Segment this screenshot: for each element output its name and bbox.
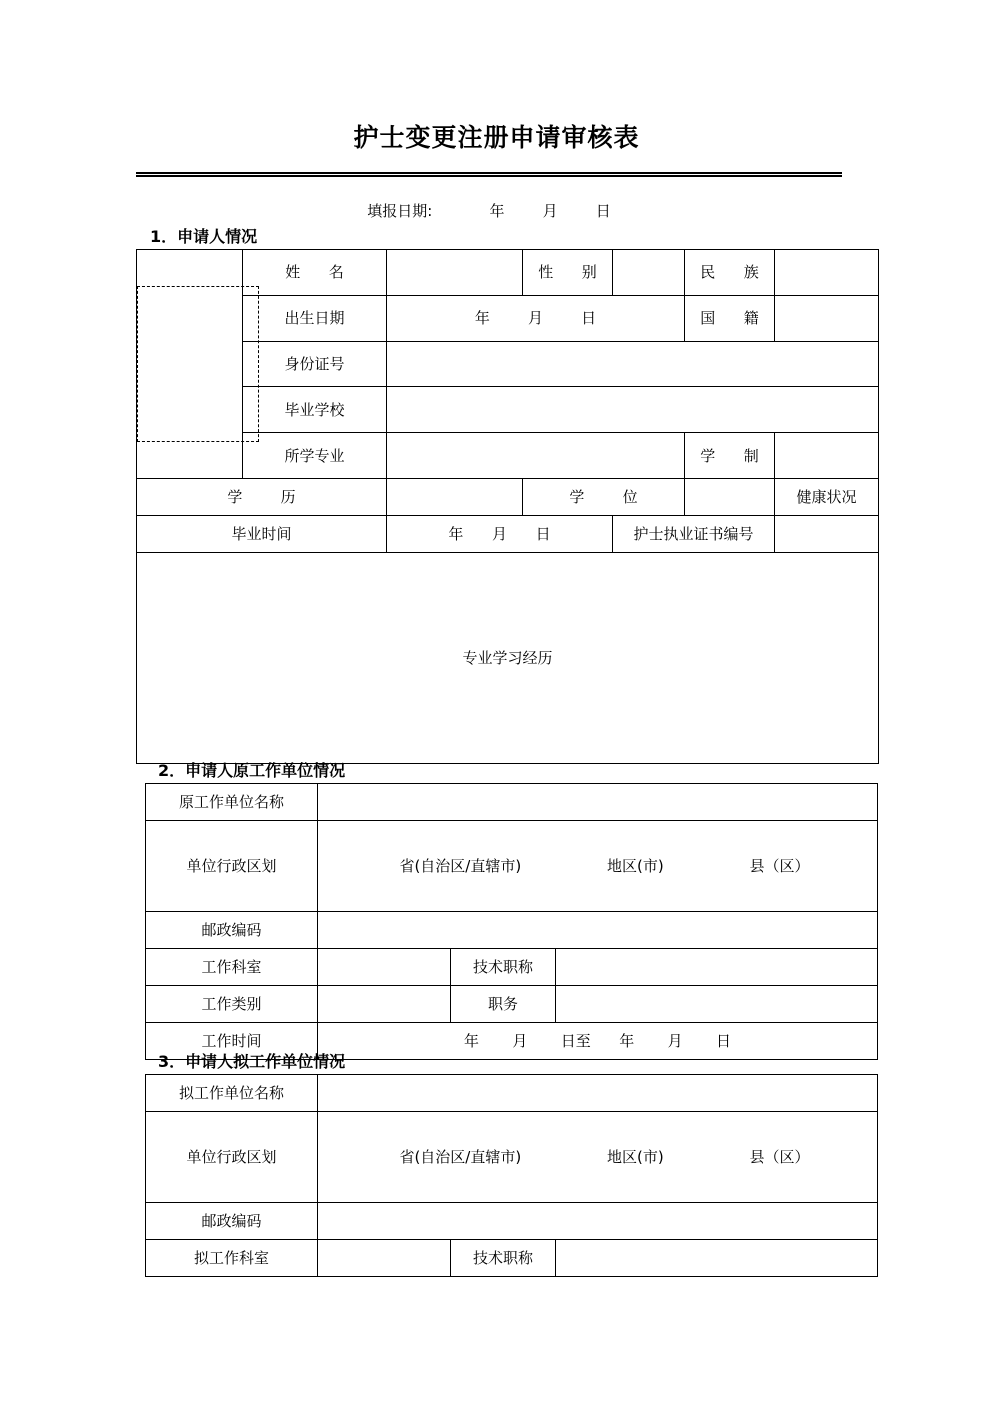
school-label: 毕业学校 [243,387,387,433]
birth-date-label: 出生日期 [243,295,387,341]
page-title: 护士变更注册申请审核表 [353,123,640,152]
table-row [146,1203,878,1240]
major-label: 所学专业 [243,433,387,479]
table-row [137,341,879,387]
photo-placeholder-box [137,286,259,442]
education-field[interactable] [387,479,523,516]
old-work-type-field[interactable] [318,986,451,1023]
old-work-period-field[interactable]: 年 月 日至 年 月 日 [318,1023,878,1060]
license-number-field[interactable] [775,516,879,553]
table-row [137,516,879,553]
table-row [146,1112,878,1203]
table-row [137,295,879,341]
education-label: 学 历 [137,479,387,516]
name-label: 姓 名 [243,250,387,296]
table-row [146,1075,878,1112]
gender-label: 性 别 [523,250,613,296]
old-position-field[interactable] [556,986,878,1023]
gender-field[interactable] [613,250,685,296]
old-unit-region-label: 单位行政区划 [146,821,318,912]
nationality-label: 国 籍 [685,295,775,341]
old-tech-title-label: 技术职称 [451,949,556,986]
old-work-unit-table [145,783,878,1060]
new-unit-postcode-label: 邮政编码 [146,1203,318,1240]
title-divider [136,172,842,177]
old-department-field[interactable] [318,949,451,986]
table-row [137,433,879,479]
photo-cell [137,250,243,479]
new-tech-title-field[interactable] [556,1240,878,1277]
id-number-label: 身份证号 [243,341,387,387]
new-work-unit-table [145,1074,878,1277]
name-field[interactable] [387,250,523,296]
table-row [137,553,879,764]
graduation-date-field[interactable]: 年 月 日 [387,516,613,553]
degree-field[interactable] [685,479,775,516]
new-department-label: 拟工作科室 [146,1240,318,1277]
old-unit-postcode-field[interactable] [318,912,878,949]
table-row [137,250,879,296]
health-label: 健康状况 [775,479,879,516]
license-number-label: 护士执业证书编号 [613,516,775,553]
new-tech-title-label: 技术职称 [451,1240,556,1277]
fill-date-line: 填报日期: 年 月 日 [367,202,611,220]
old-unit-region-text: 省(自治区/直辖市) 地区(市) 县（区） [399,857,810,875]
new-unit-postcode-field[interactable] [318,1203,878,1240]
table-row [137,479,879,516]
old-unit-region-field[interactable] [318,821,878,912]
schooling-length-label: 学 制 [685,433,775,479]
old-unit-postcode-label: 邮政编码 [146,912,318,949]
table-row [137,387,879,433]
old-unit-name-label: 原工作单位名称 [146,784,318,821]
birth-date-field[interactable]: 年 月 日 [387,295,685,341]
new-unit-region-label: 单位行政区划 [146,1112,318,1203]
ethnicity-field[interactable] [775,250,879,296]
ethnicity-label: 民 族 [685,250,775,296]
major-field[interactable] [387,433,685,479]
table-row [146,986,878,1023]
new-unit-name-label: 拟工作单位名称 [146,1075,318,1112]
old-unit-name-field[interactable] [318,784,878,821]
applicant-info-table [136,249,879,764]
new-department-field[interactable] [318,1240,451,1277]
nationality-field[interactable] [775,295,879,341]
new-unit-name-field[interactable] [318,1075,878,1112]
section-1-heading: 1．申请人情况 [150,227,258,246]
table-row [146,949,878,986]
old-position-label: 职务 [451,986,556,1023]
old-tech-title-field[interactable] [556,949,878,986]
new-unit-region-text: 省(自治区/直辖市) 地区(市) 县（区） [399,1148,810,1166]
schooling-length-field[interactable] [775,433,879,479]
old-work-type-label: 工作类别 [146,986,318,1023]
school-field[interactable] [387,387,879,433]
table-row [146,912,878,949]
section-3-heading: 3．申请人拟工作单位情况 [158,1052,346,1071]
degree-label: 学 位 [523,479,685,516]
old-work-period-label: 工作时间 [146,1023,318,1060]
id-number-field[interactable] [387,341,879,387]
study-experience-cell[interactable]: 专业学习经历 [137,553,879,764]
graduation-date-label: 毕业时间 [137,516,387,553]
section-2-heading: 2．申请人原工作单位情况 [158,761,346,780]
table-row [146,1240,878,1277]
new-unit-region-field[interactable] [318,1112,878,1203]
table-row [146,821,878,912]
table-row [146,784,878,821]
old-department-label: 工作科室 [146,949,318,986]
